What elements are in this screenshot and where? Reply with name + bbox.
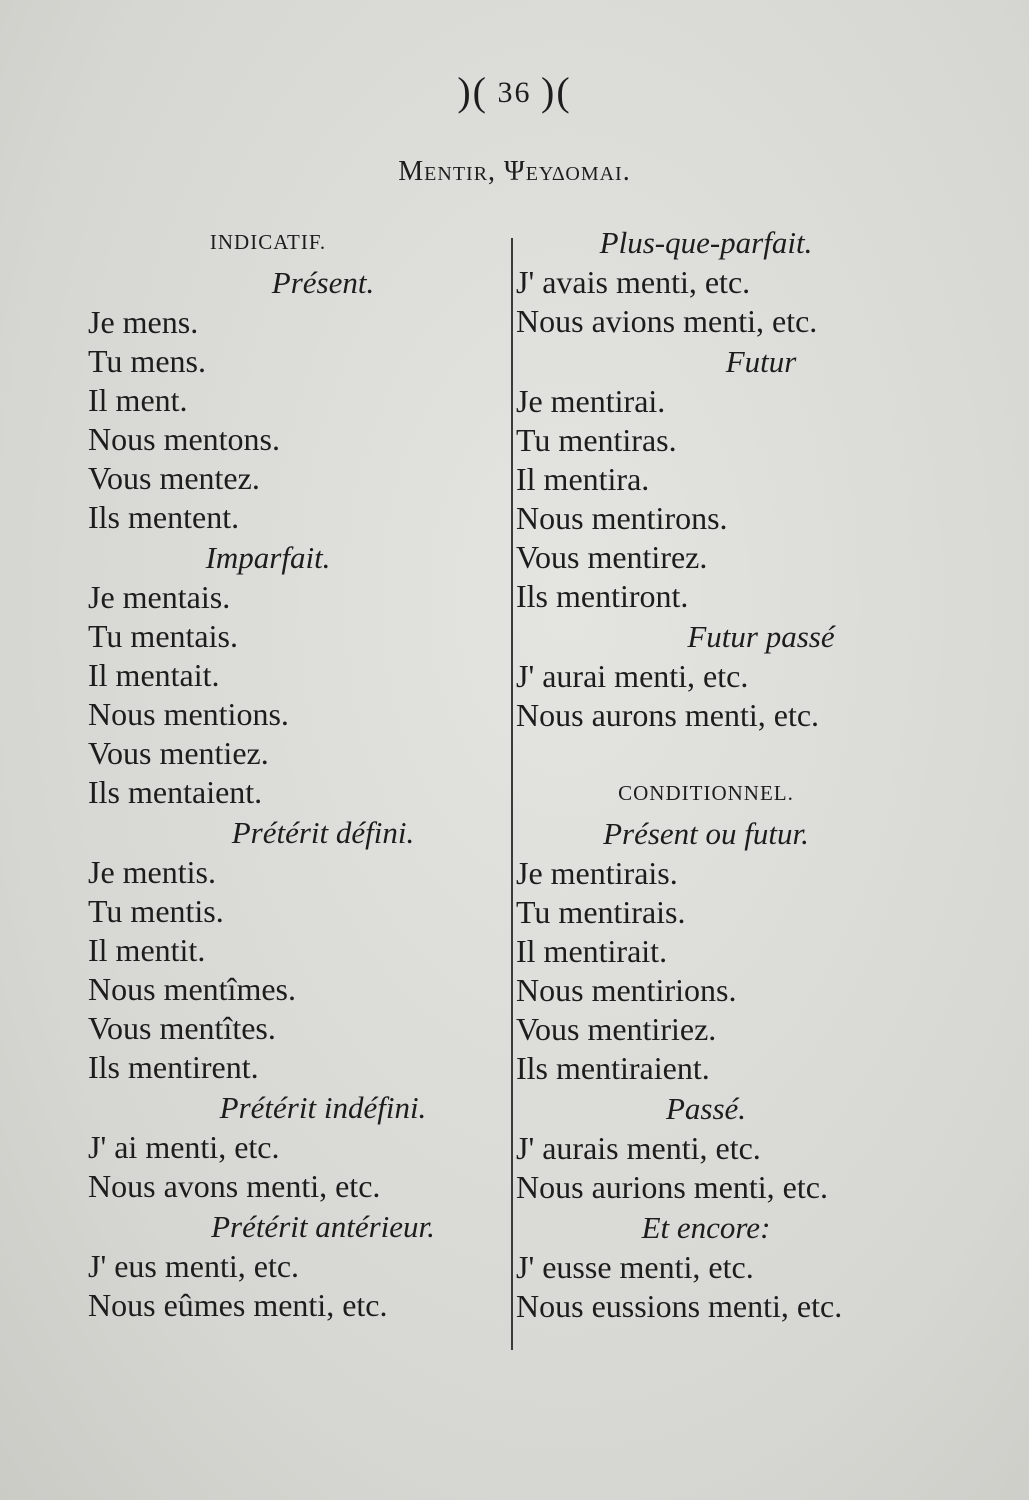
mood-heading-conditionnel: CONDITIONNEL. [618,781,794,805]
page-title: Mentir, Ψευδομαι. [398,156,631,187]
column-divider [511,238,513,1350]
page-number-line [0,68,1029,115]
conjugation-line: Ils mentent. [88,499,240,535]
tense-heading-preterit-indefini: Prétérit indéfini. [219,1090,427,1125]
tense-heading-et-encore: Et encore: [641,1210,771,1245]
conjugation-line: J' eusse menti, etc. [516,1249,754,1285]
tense-heading-futur-passe: Futur passé [687,619,835,654]
conjugation-line: J' aurais menti, etc. [516,1130,761,1166]
tense-heading-imparfait: Imparfait. [205,540,331,575]
conjugation-line: Nous mentirons. [516,500,728,536]
tense-heading-preterit-anterieur: Prétérit antérieur. [211,1209,435,1244]
tense-heading-preterit-defini: Prétérit défini. [231,815,415,850]
mood-heading-indicatif: INDICATIF. [209,230,327,254]
conjugation-line: Ils mentaient. [88,774,263,810]
conjugation-line: Je mentais. [88,579,231,615]
conjugation-line: Vous mentiez. [88,735,269,771]
conjugation-line: Nous avions menti, etc. [516,303,818,339]
conjugation-line: J' avais menti, etc. [516,264,751,300]
conjugation-line: Nous avons menti, etc. [88,1168,381,1204]
conjugation-line: Nous mentirions. [516,972,737,1008]
conjugation-line: Il ment. [88,382,188,418]
conjugation-line: Nous mentions. [88,696,289,732]
left-column [88,222,448,1325]
conjugation-line: Je mentirais. [516,855,678,891]
conjugation-line: J' ai menti, etc. [88,1129,280,1165]
conjugation-line: Nous eûmes menti, etc. [88,1287,388,1323]
conjugation-line: Nous eussions menti, etc. [516,1288,843,1324]
conjugation-line: Ils mentiront. [516,578,689,614]
conjugation-line: Il mentait. [88,657,220,693]
conjugation-line: J' eus menti, etc. [88,1248,300,1284]
tense-heading-present: Présent. [271,265,375,300]
conjugation-line: Nous aurions menti, etc. [516,1169,828,1205]
tense-heading-plus-que-parfait: Plus-que-parfait. [599,225,813,260]
conjugation-line: Ils mentiraient. [516,1050,710,1086]
tense-heading-present-ou-futur: Présent ou futur. [603,816,809,851]
right-column [516,222,896,1326]
conjugation-line: Je mentirai. [516,383,666,419]
tense-heading-futur: Futur [725,344,797,379]
conjugation-line: Ils mentirent. [88,1049,259,1085]
conjugation-line: Nous aurons menti, etc. [516,697,820,733]
conjugation-line: Vous mentîtes. [88,1010,276,1046]
conjugation-line: Vous mentiriez. [516,1011,717,1047]
conjugation-line: Vous mentirez. [516,539,708,575]
conjugation-line: Tu mens. [88,343,206,379]
conjugation-line: Il mentirait. [516,933,668,969]
conjugation-line: Nous mentons. [88,421,280,457]
conjugation-line: Je mens. [88,304,199,340]
conjugation-line: Tu mentirais. [516,894,686,930]
conjugation-line: Nous mentîmes. [88,971,296,1007]
conjugation-line: Tu mentis. [88,893,224,929]
page-number: 36 [497,76,532,109]
conjugation-line: Je mentis. [88,854,216,890]
ornament-left: )( [457,69,488,114]
conjugation-line: Tu mentiras. [516,422,677,458]
ornament-right: )( [541,69,572,114]
conjugation-line: Il mentit. [88,932,206,968]
conjugation-line: J' aurai menti, etc. [516,658,749,694]
conjugation-line: Vous mentez. [88,460,260,496]
conjugation-line: Tu mentais. [88,618,238,654]
tense-heading-passe: Passé. [665,1091,747,1126]
conjugation-line: Il mentira. [516,461,650,497]
